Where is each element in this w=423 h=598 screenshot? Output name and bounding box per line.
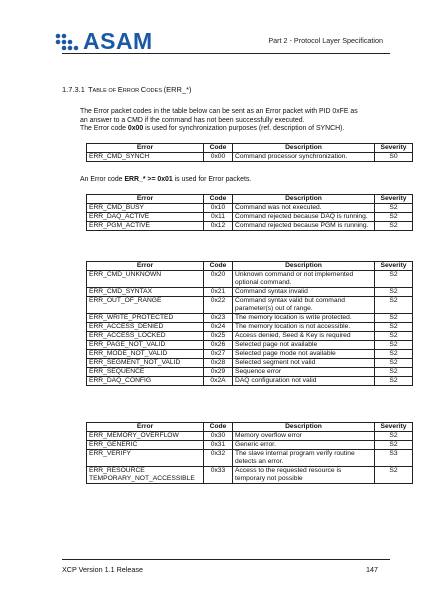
table-row xyxy=(87,153,413,162)
error-name-cell: ERR_CMD_UNKNOWN xyxy=(87,271,204,288)
column-header: Error xyxy=(87,144,204,153)
column-header: Code xyxy=(204,195,233,204)
footer-version: XCP Version 1.1 Release xyxy=(62,565,143,574)
column-header: Description xyxy=(233,262,375,271)
code-cell: 0x24 xyxy=(204,323,233,332)
severity-cell: S2 xyxy=(375,204,413,213)
table-row xyxy=(87,271,413,288)
intro-paragraph: The Error packet codes in the table below can be sent as an Error packet with PID 0xFE as an answer to a CMD if the command has not been successfully executed. The Error code 0x00 is used for synchronization purposes (ref. description of SYNCH). xyxy=(80,108,358,133)
description-cell: Generic error. xyxy=(233,441,375,450)
description-cell: Command rejected because DAQ is running. xyxy=(233,213,375,222)
description-cell: Command processor synchronization. xyxy=(233,153,375,162)
table-row xyxy=(87,314,413,323)
error-name-cell: ERR_VERIFY xyxy=(87,450,204,467)
page-number: 147 xyxy=(366,565,378,574)
code-cell: 0x26 xyxy=(204,341,233,350)
error-name-cell: ERR_SEGMENT_NOT_VALID xyxy=(87,359,204,368)
description-cell: Command syntax valid but command parameter(s) out of range. xyxy=(233,297,375,314)
description-cell: Unknown command or not implemented optional command. xyxy=(233,271,375,288)
code-cell: 0x00 xyxy=(204,153,233,162)
severity-cell: S2 xyxy=(375,297,413,314)
table-row xyxy=(87,359,413,368)
code-cell: 0x29 xyxy=(204,368,233,377)
severity-cell: S2 xyxy=(375,432,413,441)
table-row xyxy=(87,432,413,441)
severity-cell: S2 xyxy=(375,332,413,341)
error-name-cell: ERR_DAQ_CONFIG xyxy=(87,377,204,386)
table-row xyxy=(87,332,413,341)
table-row xyxy=(87,350,413,359)
column-header: Severity xyxy=(375,423,413,432)
description-cell: The memory location is write protected. xyxy=(233,314,375,323)
severity-cell: S3 xyxy=(375,450,413,467)
logo-text: ASAM xyxy=(83,28,153,54)
error-name-cell: ERR_ACCESS_LOCKED xyxy=(87,332,204,341)
error-name-cell: ERR_CMD_SYNCH xyxy=(87,153,204,162)
column-header: Error xyxy=(87,262,204,271)
error-name-cell: ERR_OUT_OF_RANGE xyxy=(87,297,204,314)
severity-cell: S2 xyxy=(375,350,413,359)
column-header: Code xyxy=(204,423,233,432)
severity-cell: S2 xyxy=(375,359,413,368)
error-name-cell: ERR_RESOURCE TEMPORARY_NOT_ACCESSIBLE xyxy=(87,467,204,484)
severity-cell: S2 xyxy=(375,368,413,377)
severity-cell: S2 xyxy=(375,314,413,323)
column-header: Code xyxy=(204,144,233,153)
code-cell: 0x11 xyxy=(204,213,233,222)
error-table-command xyxy=(86,261,413,386)
description-cell: Access denied, Seed & Key is required xyxy=(233,332,375,341)
column-header: Code xyxy=(204,262,233,271)
table-row xyxy=(87,204,413,213)
description-cell: Memory overflow error xyxy=(233,432,375,441)
code-cell: 0x12 xyxy=(204,222,233,231)
code-cell: 0x21 xyxy=(204,288,233,297)
code-cell: 0x10 xyxy=(204,204,233,213)
code-cell: 0x31 xyxy=(204,441,233,450)
table-row xyxy=(87,467,413,484)
description-cell: The slave internal program verify routine detects an error. xyxy=(233,450,375,467)
column-header: Description xyxy=(233,144,375,153)
description-cell: Command was not executed. xyxy=(233,204,375,213)
column-header: Error xyxy=(87,195,204,204)
error-name-cell: ERR_CMD_SYNTAX xyxy=(87,288,204,297)
code-cell: 0x30 xyxy=(204,432,233,441)
code-cell: 0x25 xyxy=(204,332,233,341)
section-title: TABLE OF ERROR CODES (ERR_*) xyxy=(87,85,192,94)
error-name-cell: ERR_SEQUENCE xyxy=(87,368,204,377)
column-header: Severity xyxy=(375,144,413,153)
error-name-cell: ERR_DAQ_ACTIVE xyxy=(87,213,204,222)
error-name-cell: ERR_WRITE_PROTECTED xyxy=(87,314,204,323)
code-cell: 0x20 xyxy=(204,271,233,288)
severity-cell: S2 xyxy=(375,441,413,450)
column-header: Error xyxy=(87,423,204,432)
severity-cell: S2 xyxy=(375,222,413,231)
description-cell: Selected segment not valid xyxy=(233,359,375,368)
column-header: Description xyxy=(233,195,375,204)
table-row xyxy=(87,213,413,222)
description-cell: Command syntax invalid xyxy=(233,288,375,297)
mid-paragraph: An Error code ERR_* >= 0x01 is used for Error packets. xyxy=(80,176,252,183)
severity-cell: S2 xyxy=(375,213,413,222)
description-cell: Selected page mode not available xyxy=(233,350,375,359)
code-cell: 0x33 xyxy=(204,467,233,484)
table-row xyxy=(87,377,413,386)
table-row xyxy=(87,297,413,314)
table-row xyxy=(87,341,413,350)
section-number: 1.7.3.1 xyxy=(62,85,85,94)
table-row xyxy=(87,222,413,231)
asam-logo xyxy=(54,30,153,53)
code-cell: 0x22 xyxy=(204,297,233,314)
error-table-memory xyxy=(86,422,413,484)
error-name-cell: ERR_CMD_BUSY xyxy=(87,204,204,213)
description-cell: Sequence error xyxy=(233,368,375,377)
description-cell: Access to the requested resource is temporary not possible xyxy=(233,467,375,484)
code-cell: 0x23 xyxy=(204,314,233,323)
error-name-cell: ERR_PAGE_NOT_VALID xyxy=(87,341,204,350)
severity-cell: S2 xyxy=(375,377,413,386)
error-table-sync xyxy=(86,143,413,162)
description-cell: The memory location is not accessible. xyxy=(233,323,375,332)
table-row xyxy=(87,441,413,450)
code-cell: 0x27 xyxy=(204,350,233,359)
table-row xyxy=(87,323,413,332)
header-divider xyxy=(62,53,390,54)
severity-cell: S2 xyxy=(375,271,413,288)
code-cell: 0x28 xyxy=(204,359,233,368)
table-row xyxy=(87,368,413,377)
column-header: Severity xyxy=(375,262,413,271)
table-row xyxy=(87,450,413,467)
code-cell: 0x2A xyxy=(204,377,233,386)
column-header: Description xyxy=(233,423,375,432)
error-name-cell: ERR_GENERIC xyxy=(87,441,204,450)
severity-cell: S2 xyxy=(375,467,413,484)
severity-cell: S2 xyxy=(375,323,413,332)
column-header: Severity xyxy=(375,195,413,204)
section-heading xyxy=(62,85,192,94)
asam-logo-icon xyxy=(54,32,80,52)
error-name-cell: ERR_MODE_NOT_VALID xyxy=(87,350,204,359)
error-table-busy xyxy=(86,194,413,231)
table-row xyxy=(87,288,413,297)
header-title: Part 2 - Protocol Layer Specification xyxy=(268,36,383,45)
code-cell: 0x32 xyxy=(204,450,233,467)
severity-cell: S2 xyxy=(375,341,413,350)
description-cell: DAQ configuration not valid xyxy=(233,377,375,386)
error-name-cell: ERR_MEMORY_OVERFLOW xyxy=(87,432,204,441)
description-cell: Command rejected because PGM is running. xyxy=(233,222,375,231)
severity-cell: S2 xyxy=(375,288,413,297)
description-cell: Selected page not available xyxy=(233,341,375,350)
footer-divider xyxy=(62,559,390,560)
error-name-cell: ERR_PGM_ACTIVE xyxy=(87,222,204,231)
severity-cell: S0 xyxy=(375,153,413,162)
error-name-cell: ERR_ACCESS_DENIED xyxy=(87,323,204,332)
